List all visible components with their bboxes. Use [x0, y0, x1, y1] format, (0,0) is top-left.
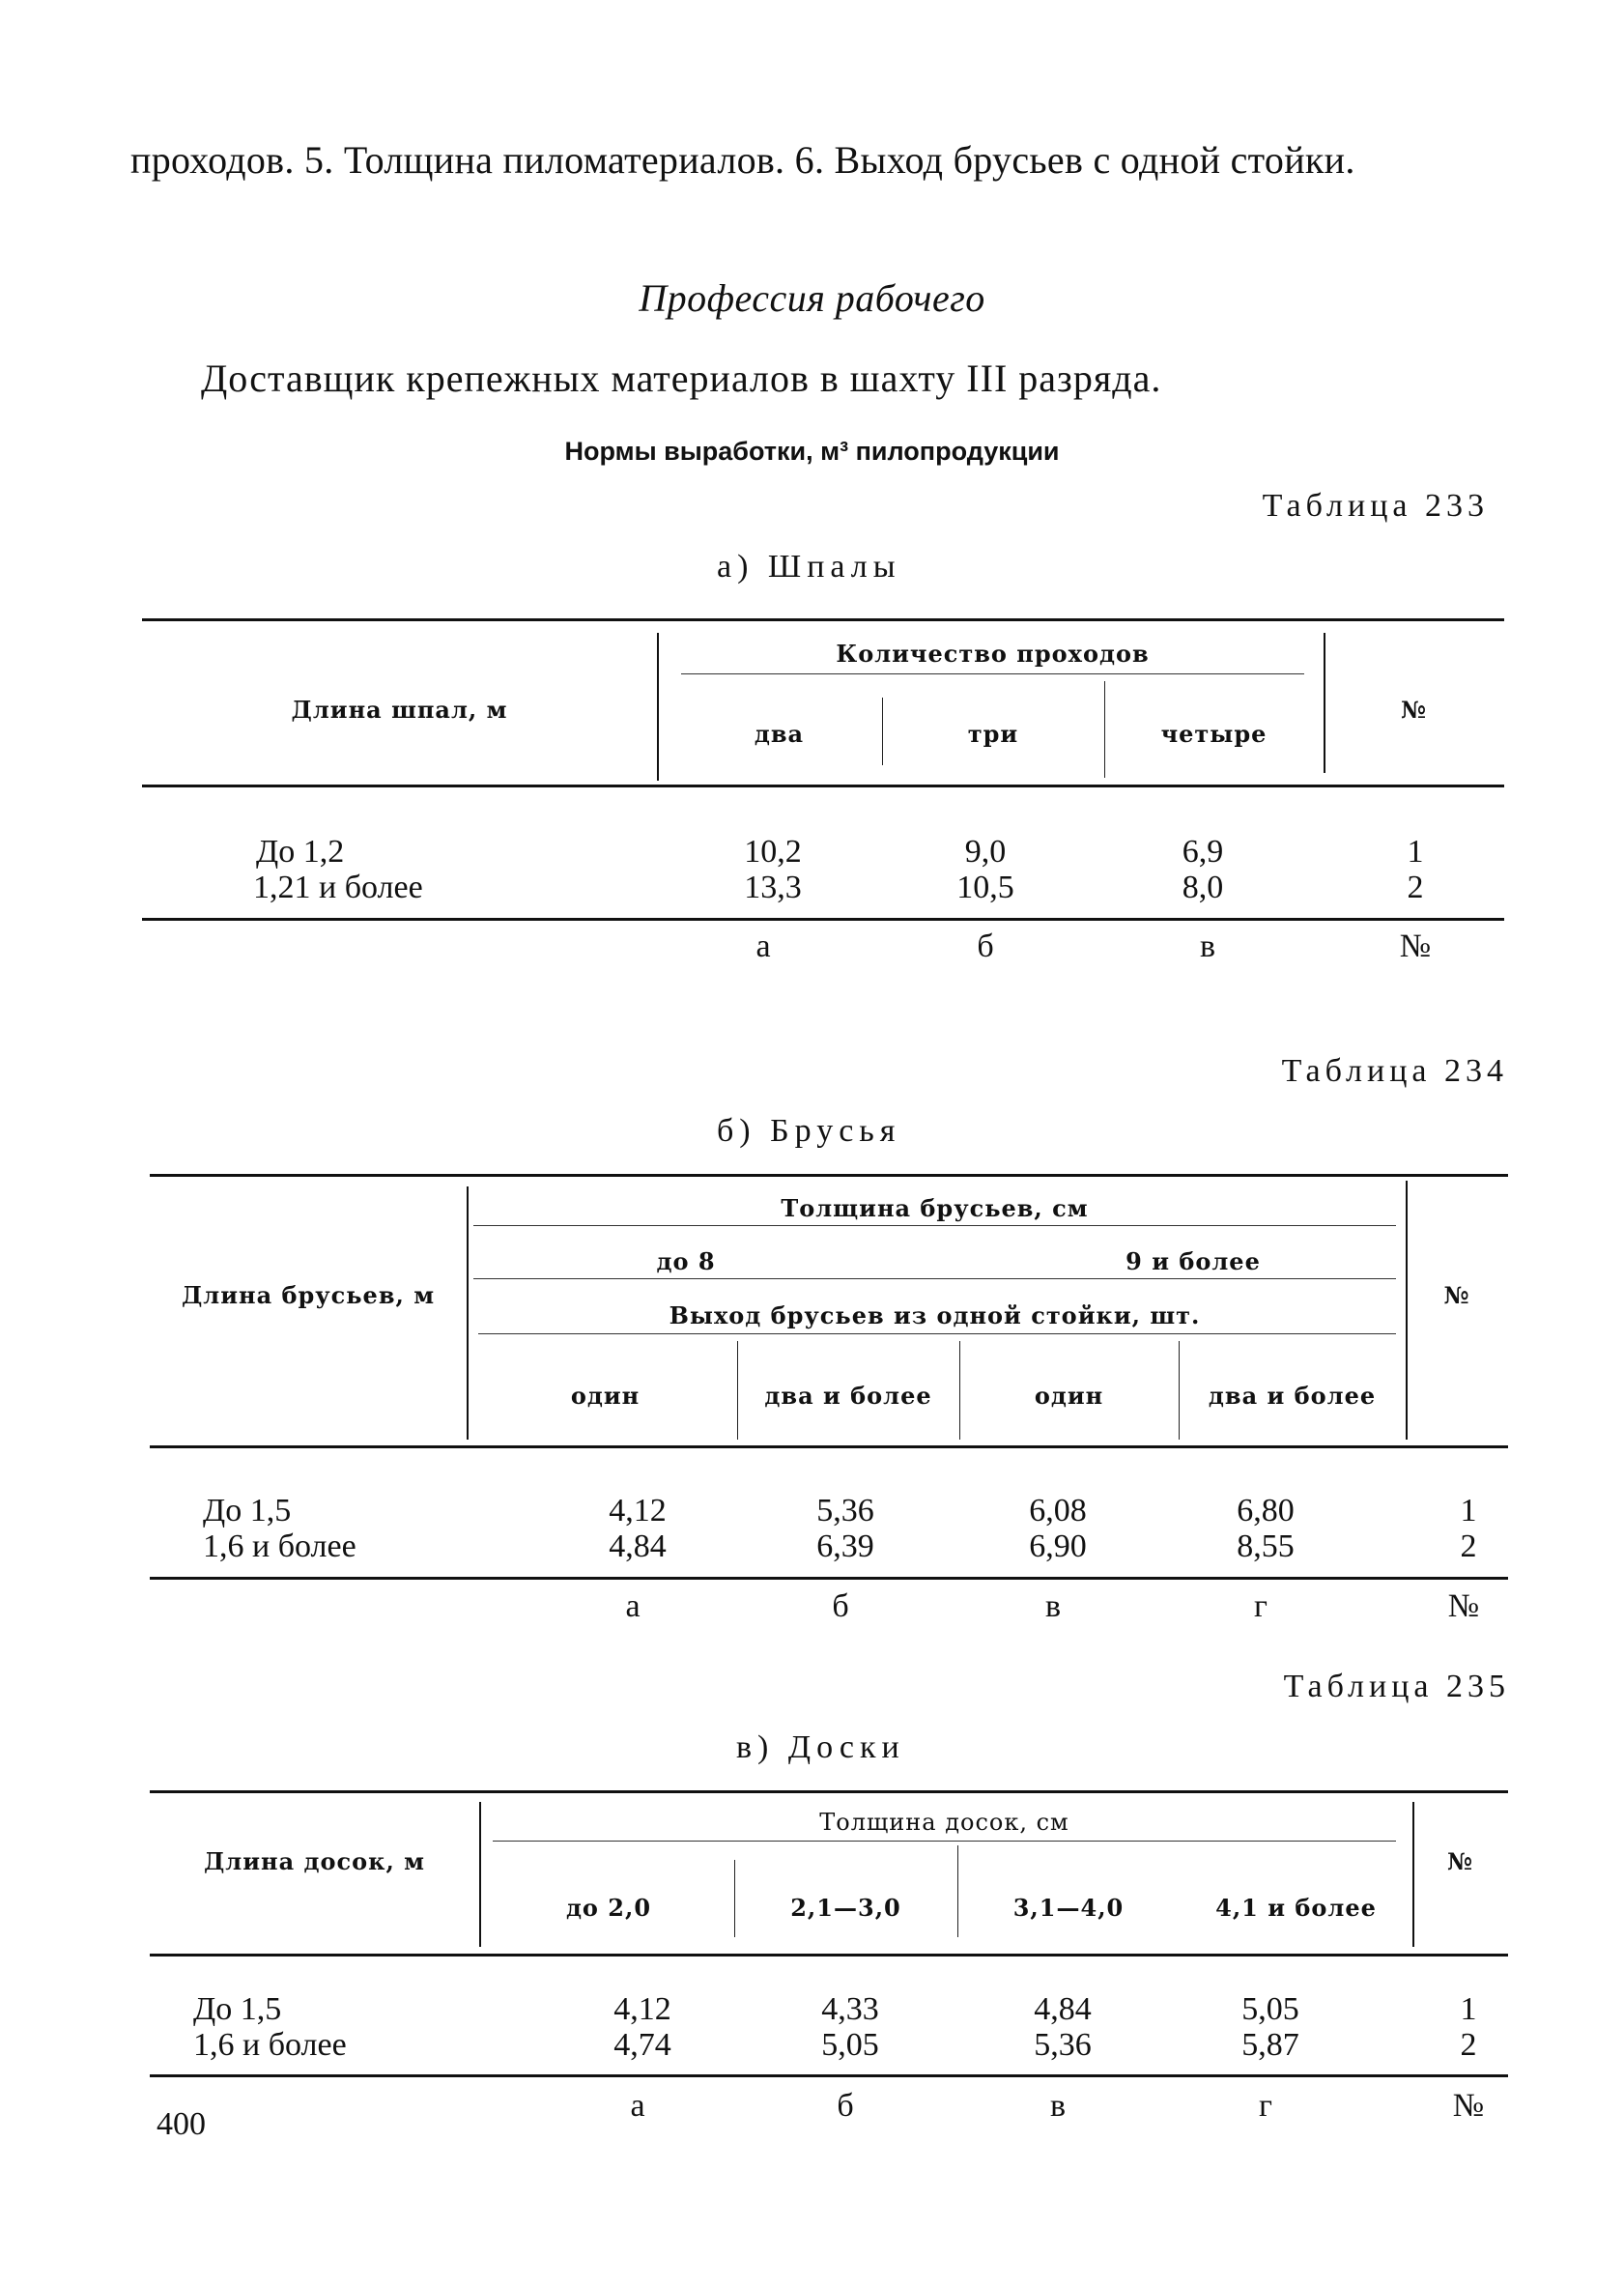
- column-index: в: [1049, 2088, 1067, 2124]
- column-index: а: [630, 2088, 645, 2124]
- column-divider: [957, 1845, 958, 1937]
- table-top-rule: [150, 1790, 1508, 1793]
- table-cell: 9,0: [964, 834, 1007, 870]
- column-header: два и более: [764, 1382, 932, 1410]
- column-index: б: [977, 928, 994, 964]
- table-cell: 8,55: [1237, 1528, 1295, 1564]
- num-header: №: [1446, 1847, 1474, 1875]
- table-subtitle: а) Шпалы: [717, 549, 901, 585]
- column-header: 4,1 и более: [1215, 1894, 1377, 1922]
- table-cell: 6,39: [816, 1528, 874, 1564]
- column-divider: [1406, 1181, 1408, 1440]
- column-index: б: [837, 2088, 854, 2124]
- subgroup-header: до 8: [656, 1247, 716, 1275]
- column-header: три: [967, 720, 1019, 748]
- row-header: Длина досок, м: [203, 1847, 426, 1875]
- num-header: №: [1443, 1281, 1470, 1309]
- table-top-rule: [142, 618, 1504, 621]
- row-header: Длина шпал, м: [291, 696, 508, 724]
- row-number: 1: [1460, 1493, 1477, 1528]
- num-header: №: [1400, 696, 1428, 724]
- column-index: г: [1254, 1588, 1268, 1624]
- column-header: четыре: [1160, 720, 1268, 748]
- page-number: 400: [157, 2106, 206, 2142]
- row-number: 2: [1407, 870, 1424, 905]
- column-index: г: [1259, 2088, 1272, 2124]
- group-rule: [681, 673, 1304, 674]
- table-cell: 4,12: [609, 1493, 667, 1528]
- column-index: в: [1199, 928, 1216, 964]
- table-cell: 6,90: [1029, 1528, 1087, 1564]
- column-header: 3,1—4,0: [1012, 1894, 1125, 1922]
- group-header: Толщина досок, см: [819, 1809, 1069, 1836]
- norms-heading: Нормы выработки, м³ пилопродукции: [564, 437, 1060, 466]
- row-number: 2: [1460, 1528, 1477, 1564]
- table-subtitle: в) Доски: [736, 1729, 905, 1765]
- table-cell: 13,3: [744, 870, 802, 905]
- group-rule: [493, 1841, 1396, 1842]
- header-bottom-rule: [142, 785, 1504, 787]
- table-cell: 4,84: [1034, 1991, 1092, 2027]
- table-top-rule: [150, 1174, 1508, 1177]
- group-header-2: Выход брусьев из одной стойки, шт.: [669, 1301, 1201, 1329]
- column-header: 2,1—3,0: [790, 1894, 901, 1922]
- row-number: 2: [1460, 2027, 1477, 2063]
- table-cell: 5,87: [1241, 2027, 1299, 2063]
- row-header: Длина брусьев, м: [181, 1281, 436, 1309]
- table-cell: 5,05: [1241, 1991, 1299, 2027]
- intro-paragraph: проходов. 5. Толщина пиломатериалов. 6. Выход брусьев с одной стойки.: [130, 138, 1355, 182]
- table-bottom-rule: [142, 918, 1504, 921]
- table-cell: 10,2: [744, 834, 802, 870]
- header-bottom-rule: [150, 1954, 1508, 1957]
- table-cell: 5,36: [816, 1493, 874, 1528]
- row-number: 1: [1460, 1991, 1477, 2027]
- table-bottom-rule: [150, 2074, 1508, 2077]
- column-divider: [479, 1802, 481, 1947]
- column-header: один: [1034, 1382, 1104, 1410]
- column-header: один: [570, 1382, 641, 1410]
- table-cell: 5,36: [1034, 2027, 1092, 2063]
- table-cell: 4,74: [613, 2027, 671, 2063]
- table-cell: 4,33: [821, 1991, 879, 2027]
- subgroup-header: 9 и более: [1125, 1247, 1261, 1275]
- table-cell: 4,12: [613, 1991, 671, 2027]
- table-cell: 6,80: [1237, 1493, 1295, 1528]
- table-cell: 6,9: [1182, 834, 1224, 870]
- table-cell: 6,08: [1029, 1493, 1087, 1528]
- profession-heading: Профессия рабочего: [639, 276, 985, 320]
- column-index: б: [832, 1588, 849, 1624]
- table-bottom-rule: [150, 1577, 1508, 1580]
- column-index: в: [1044, 1588, 1062, 1624]
- table-cell: 10,5: [956, 870, 1014, 905]
- group-rule: [473, 1225, 1396, 1226]
- column-header: два и более: [1208, 1382, 1377, 1410]
- table-subtitle: б) Брусья: [717, 1113, 901, 1149]
- group-header: Количество проходов: [836, 640, 1150, 668]
- group-header: Толщина брусьев, см: [781, 1194, 1089, 1222]
- table-label: Таблица 233: [1262, 488, 1489, 524]
- column-header: два: [754, 720, 805, 748]
- column-index: а: [625, 1588, 641, 1624]
- row-label: 1,6 и более: [193, 2027, 347, 2063]
- column-divider: [657, 633, 659, 781]
- column-divider: [467, 1186, 469, 1440]
- group-rule: [478, 1333, 1396, 1334]
- row-label: До 1,5: [193, 1991, 282, 2027]
- row-label: До 1,2: [256, 834, 345, 870]
- column-index: а: [755, 928, 771, 964]
- column-index: №: [1452, 2088, 1485, 2124]
- row-label: 1,6 и более: [203, 1528, 356, 1564]
- column-index: №: [1447, 1588, 1480, 1624]
- column-index: №: [1399, 928, 1432, 964]
- table-cell: 8,0: [1182, 870, 1224, 905]
- table-cell: 5,05: [821, 2027, 879, 2063]
- row-label: До 1,5: [203, 1493, 292, 1528]
- table-cell: 4,84: [609, 1528, 667, 1564]
- row-number: 1: [1407, 834, 1424, 870]
- row-label: 1,21 и более: [253, 870, 423, 905]
- worker-description: Доставщик крепежных материалов в шахту III разряда.: [201, 357, 1162, 400]
- table-label: Таблица 234: [1281, 1053, 1508, 1089]
- table-label: Таблица 235: [1283, 1669, 1510, 1704]
- column-header: до 2,0: [565, 1894, 652, 1922]
- group-rule: [473, 1278, 1396, 1279]
- header-bottom-rule: [150, 1445, 1508, 1448]
